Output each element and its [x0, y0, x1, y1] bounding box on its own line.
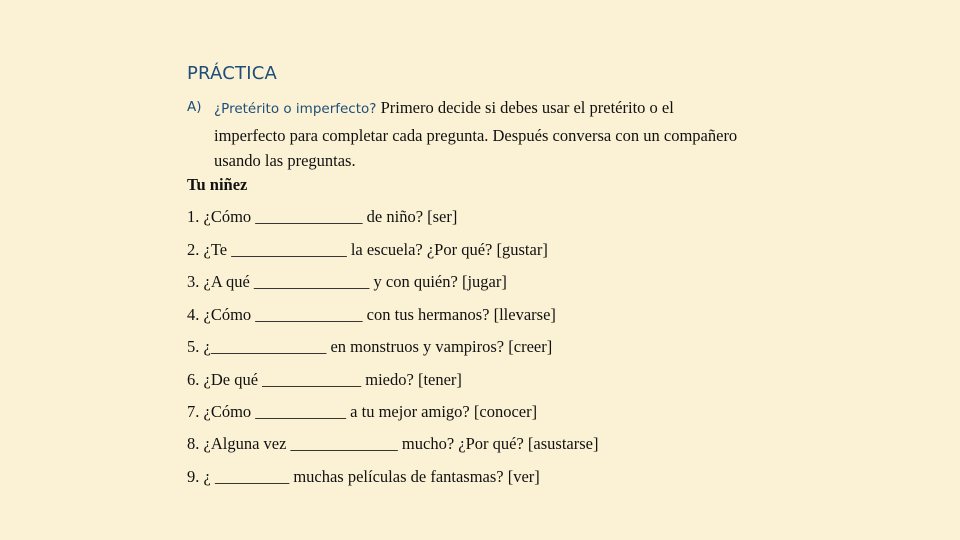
- instructions-body: [214, 95, 747, 174]
- instructions-letter: A): [187, 99, 202, 115]
- question-9: 9. ¿ _________ muchas películas de fantasmas? [ver]: [187, 467, 540, 486]
- question-2: 2. ¿Te ______________ la escuela? ¿Por qué? [gustar]: [187, 240, 548, 259]
- question-6: 6. ¿De qué ____________ miedo? [tener]: [187, 370, 462, 389]
- question-4: 4. ¿Cómo _____________ con tus hermanos? [llevarse]: [187, 305, 556, 324]
- question-5: 5. ¿______________ en monstruos y vampiros? [creer]: [187, 337, 553, 356]
- question-7: 7. ¿Cómo ___________ a tu mejor amigo? [conocer]: [187, 402, 538, 421]
- instructions: [187, 95, 747, 174]
- page-title: PRÁCTICA: [187, 63, 277, 84]
- instructions-text: Primero decide si debes usar el pretérito o el imperfecto para completar cada pregunta. Después conversa con un compañero usando las preguntas.: [214, 98, 738, 170]
- question-1: 1. ¿Cómo _____________ de niño? [ser]: [187, 207, 458, 226]
- question-8: 8. ¿Alguna vez _____________ mucho? ¿Por qué? [asustarse]: [187, 434, 599, 453]
- instructions-lead: ¿Pretérito o imperfecto?: [214, 101, 377, 117]
- section-title: Tu niñez: [187, 175, 248, 194]
- question-3: 3. ¿A qué ______________ y con quién? [jugar]: [187, 272, 507, 291]
